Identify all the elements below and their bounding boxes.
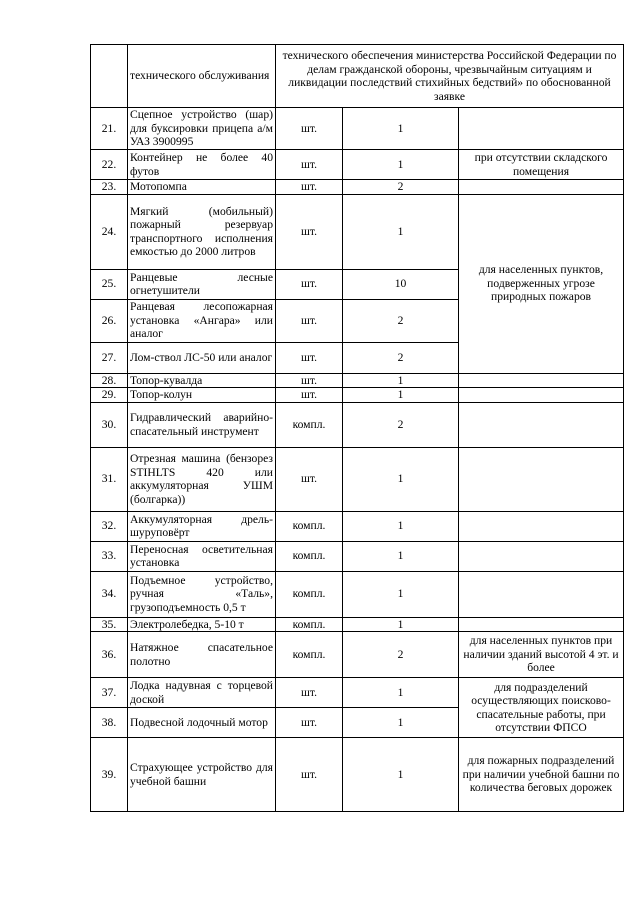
row-number: 21. (91, 108, 128, 150)
item-name: Лодка надувная с торцевой доской (128, 678, 276, 708)
row-number: 24. (91, 194, 128, 269)
item-name: Страхующее устройство для учебной башни (128, 738, 276, 812)
item-unit: шт. (276, 738, 343, 812)
item-unit: шт. (276, 342, 343, 373)
item-quantity: 1 (343, 511, 459, 541)
table-row (91, 632, 624, 678)
equipment-table (90, 44, 624, 812)
num-cell (91, 45, 128, 108)
table-row (91, 150, 624, 180)
item-quantity: 2 (343, 632, 459, 678)
item-unit: компл. (276, 402, 343, 447)
item-quantity: 1 (343, 373, 459, 388)
table-row (91, 108, 624, 150)
row-number: 27. (91, 342, 128, 373)
table-row (91, 373, 624, 388)
item-unit: шт. (276, 678, 343, 708)
item-unit: компл. (276, 541, 343, 571)
item-quantity: 1 (343, 617, 459, 632)
row-number: 33. (91, 541, 128, 571)
item-note: для населенных пунктов при наличии зданий высотой 4 эт. и более (459, 632, 624, 678)
table-row (91, 678, 624, 708)
item-unit: компл. (276, 511, 343, 541)
item-quantity: 1 (343, 388, 459, 403)
row-number: 30. (91, 402, 128, 447)
item-name: Электролебедка, 5-10 т (128, 617, 276, 632)
item-quantity: 1 (343, 541, 459, 571)
row-number: 38. (91, 708, 128, 738)
item-unit: компл. (276, 632, 343, 678)
item-unit: компл. (276, 617, 343, 632)
item-unit: шт. (276, 194, 343, 269)
table-row-header-continuation (91, 45, 624, 108)
item-note (459, 571, 624, 617)
item-unit: шт. (276, 180, 343, 195)
row-number: 29. (91, 388, 128, 403)
row-number: 34. (91, 571, 128, 617)
item-note (459, 108, 624, 150)
item-note (459, 373, 624, 388)
table-row (91, 402, 624, 447)
table-row (91, 511, 624, 541)
item-quantity: 2 (343, 342, 459, 373)
item-name: Топор-колун (128, 388, 276, 403)
item-unit: компл. (276, 571, 343, 617)
item-unit: шт. (276, 708, 343, 738)
table-row (91, 571, 624, 617)
item-quantity: 1 (343, 194, 459, 269)
item-note (459, 511, 624, 541)
item-quantity: 10 (343, 269, 459, 299)
item-unit: шт. (276, 388, 343, 403)
item-quantity: 1 (343, 708, 459, 738)
item-unit: шт. (276, 108, 343, 150)
item-name: Подъемное устройство, ручная «Таль», грузоподъемность 0,5 т (128, 571, 276, 617)
row-number: 26. (91, 299, 128, 342)
row-number: 31. (91, 447, 128, 511)
item-name: Лом-ствол ЛС-50 или аналог (128, 342, 276, 373)
item-name: Топор-кувалда (128, 373, 276, 388)
item-name: Натяжное спасательное полотно (128, 632, 276, 678)
item-name: Мягкий (мобильный) пожарный резервуар транспортного исполнения емкостью до 2000 литров (128, 194, 276, 269)
continuation-cell: технического обеспечения министерства Российской Федерации по делам гражданской обороны, чрезвычайным ситуациям и ликвидации последствий стихийных бедствий» по обоснованной заявке (276, 45, 624, 108)
item-note: для подразделений осуществляющих поисково-спасательные работы, при отсутствии ФПСО (459, 678, 624, 738)
table-row (91, 180, 624, 195)
item-name: Сцепное устройство (шар) для буксировки прицепа а/м УАЗ 3900995 (128, 108, 276, 150)
item-note (459, 180, 624, 195)
row-number: 39. (91, 738, 128, 812)
item-note (459, 447, 624, 511)
item-name: Отрезная машина (бензорез STIHLTS 420 или аккумуляторная УШМ (болгарка)) (128, 447, 276, 511)
item-unit: шт. (276, 269, 343, 299)
item-note (459, 541, 624, 571)
item-quantity: 2 (343, 299, 459, 342)
item-note (459, 617, 624, 632)
item-quantity: 2 (343, 402, 459, 447)
table-row (91, 447, 624, 511)
row-number: 32. (91, 511, 128, 541)
item-name: Контейнер не более 40 футов (128, 150, 276, 180)
row-number: 25. (91, 269, 128, 299)
table-row (91, 738, 624, 812)
table-row (91, 388, 624, 403)
item-quantity: 1 (343, 571, 459, 617)
item-note: для населенных пунктов, подверженных угрозе природных пожаров (459, 194, 624, 373)
table-row (91, 617, 624, 632)
item-name: Мотопомпа (128, 180, 276, 195)
item-quantity: 1 (343, 108, 459, 150)
item-note (459, 388, 624, 403)
row-number: 22. (91, 150, 128, 180)
item-note (459, 402, 624, 447)
table-row (91, 194, 624, 269)
item-quantity: 1 (343, 150, 459, 180)
row-number: 28. (91, 373, 128, 388)
item-unit: шт. (276, 150, 343, 180)
item-note: при отсутствии складского помещения (459, 150, 624, 180)
item-quantity: 1 (343, 738, 459, 812)
row-number: 23. (91, 180, 128, 195)
table-row (91, 541, 624, 571)
item-name: Ранцевые лесные огнетушители (128, 269, 276, 299)
row-number: 37. (91, 678, 128, 708)
item-quantity: 2 (343, 180, 459, 195)
item-unit: шт. (276, 373, 343, 388)
item-quantity: 1 (343, 678, 459, 708)
row-number: 36. (91, 632, 128, 678)
item-unit: шт. (276, 299, 343, 342)
item-quantity: 1 (343, 447, 459, 511)
item-unit: шт. (276, 447, 343, 511)
item-name: Подвесной лодочный мотор (128, 708, 276, 738)
name-cell: технического обслуживания (128, 45, 276, 108)
row-number: 35. (91, 617, 128, 632)
item-name: Переносная осветительная установка (128, 541, 276, 571)
item-name: Аккумуляторная дрель-шуруповёрт (128, 511, 276, 541)
item-name: Ранцевая лесопожарная установка «Ангара» или аналог (128, 299, 276, 342)
item-note: для пожарных подразделений при наличии учебной башни по количества беговых дорожек (459, 738, 624, 812)
item-name: Гидравлический аварийно-спасательный инструмент (128, 402, 276, 447)
